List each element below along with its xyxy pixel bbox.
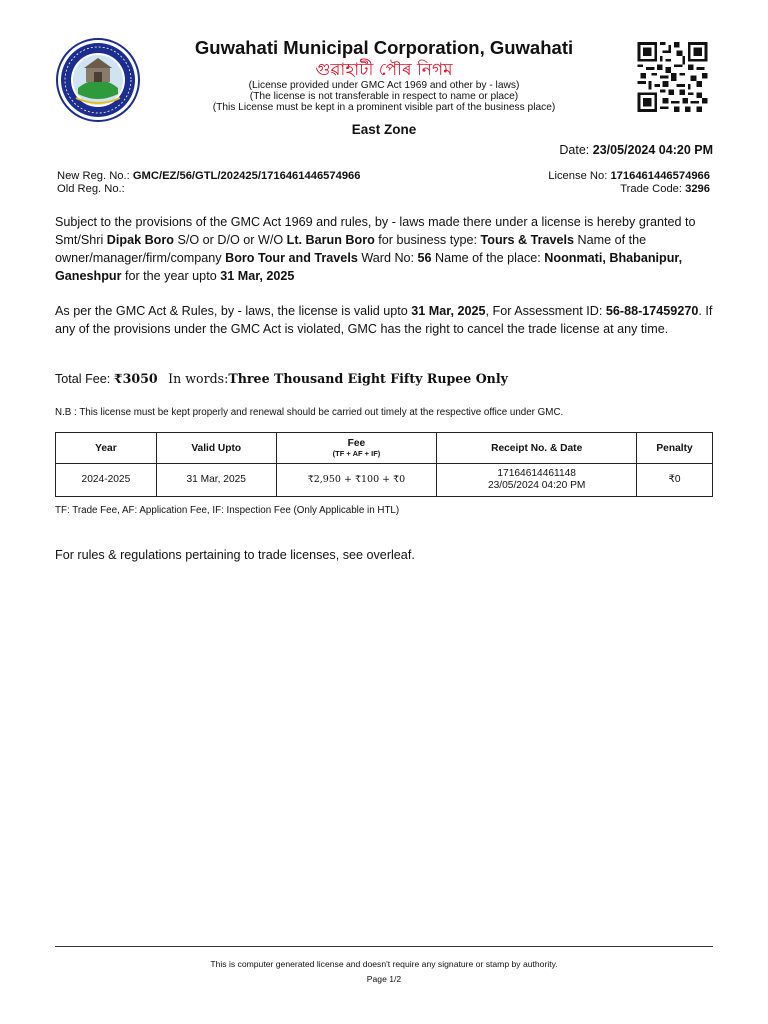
validity-paragraph (55, 302, 715, 338)
zone-heading: East Zone (351, 122, 417, 137)
rules-note: For rules & regulations pertaining to trade licenses, see overleaf. (55, 548, 415, 562)
nb-note: N.B : This license must be kept properly and renewal should be carried out timely at the respective office under GMC. (55, 407, 564, 418)
business-type: Tours & Travels (480, 233, 575, 247)
trade-code-value: 3296 (685, 183, 710, 195)
header-note: (This License must be kept in a prominent visible part of the business place) (212, 102, 556, 113)
fee-header-label: Fee (347, 438, 366, 449)
text: S/O or D/O or W/O (173, 233, 287, 247)
license-line (548, 170, 710, 183)
text: Name of the place: (431, 251, 545, 265)
total-fee-words: Three Thousand Eight Fifty Rupee Only (228, 371, 508, 386)
header-note: (License provided under GMC Act 1969 and other by - laws) (248, 80, 520, 91)
trade-code-label: Trade Code: (620, 183, 682, 195)
cell-penalty: ₹0 (637, 464, 713, 497)
text: for the year upto (121, 269, 221, 283)
total-fee-label: Total Fee: (55, 372, 111, 386)
text: , For Assessment ID: (485, 304, 606, 318)
total-fee-amount: ₹3050 (113, 371, 158, 386)
firm-name: Boro Tour and Travels (225, 251, 358, 265)
col-header-penalty: Penalty (637, 433, 713, 464)
trade-code-line (548, 183, 710, 196)
receipt-date: 23/05/2024 04:20 PM (487, 480, 586, 491)
total-fee (55, 371, 508, 386)
registration-left (57, 170, 361, 196)
col-header-year: Year (56, 433, 157, 464)
new-reg-value: GMC/EZ/56/GTL/202425/1716461446574966 (132, 170, 361, 182)
receipt-no: 17164614461148 (497, 468, 576, 479)
cell-year: 2024-2025 (56, 464, 157, 497)
gmc-emblem-icon (56, 38, 140, 122)
cell-fee: ₹2,950 + ₹100 + ₹0 (276, 464, 437, 497)
old-reg-label: Old Reg. No.: (57, 183, 125, 195)
table-row (56, 464, 713, 497)
new-reg-label: New Reg. No.: (57, 170, 130, 182)
valid-upto-date: 31 Mar, 2025 (411, 304, 486, 318)
text: for business type: (374, 233, 481, 247)
grant-paragraph (55, 213, 715, 285)
text: Subject to the provisions of the GMC Act 1969 and rules, by - laws made there under a license is hereby granted to Smt/Shri (55, 215, 696, 247)
license-label: License No: (548, 170, 608, 182)
table-header-row (56, 433, 713, 464)
fee-abbreviation-note: TF: Trade Fee, AF: Application Fee, IF: Inspection Fee (Only Applicable in HTL) (55, 505, 400, 516)
in-words-label: In words: (168, 371, 229, 386)
header-note: (The license is not transferable in respect to name or place) (249, 91, 519, 102)
col-header-valid-upto: Valid Upto (156, 433, 276, 464)
qr-code-icon (635, 42, 710, 112)
page-title: Guwahati Municipal Corporation, Guwahati (194, 37, 574, 58)
footer-disclaimer: This is computer generated license and doesn't require any signature or stamp by authority. (210, 959, 558, 969)
text: As per the GMC Act & Rules, by - laws, the license is valid upto (55, 304, 412, 318)
cell-valid-upto: 31 Mar, 2025 (156, 464, 276, 497)
upto-date: 31 Mar, 2025 (220, 269, 295, 283)
ward-no: 56 (417, 251, 432, 265)
new-reg-line (57, 170, 361, 183)
page-number: Page 1/2 (366, 974, 402, 984)
date-label: Date: (559, 143, 590, 157)
footer-divider (55, 946, 713, 947)
date-value: 23/05/2024 04:20 PM (592, 143, 713, 157)
registration-right (548, 170, 710, 196)
text: . If any of the provisions under the GMC Act is violated, GMC has the right to cancel the trade license at any time. (55, 304, 713, 336)
old-reg-line (57, 183, 361, 196)
page-title-assamese: গুৱাহাটী পৌৰ নিগম (315, 60, 453, 80)
col-header-receipt: Receipt No. & Date (437, 433, 637, 464)
text: Ward No: (357, 251, 418, 265)
place-name: Noonmati, Bhabanipur, Ganeshpur (55, 251, 683, 283)
guardian-name: Lt. Barun Boro (286, 233, 375, 247)
issue-date (559, 143, 713, 157)
assessment-id: 56-88-17459270 (605, 304, 699, 318)
license-value: 1716461446574966 (610, 170, 710, 182)
col-header-fee (276, 433, 437, 464)
holder-name: Dipak Boro (106, 233, 174, 247)
fee-header-sub: (TF + AF + IF) (332, 449, 381, 458)
text: Name of the owner/manager/firm/company (55, 233, 647, 265)
cell-receipt (437, 464, 637, 497)
fee-table (55, 432, 713, 497)
